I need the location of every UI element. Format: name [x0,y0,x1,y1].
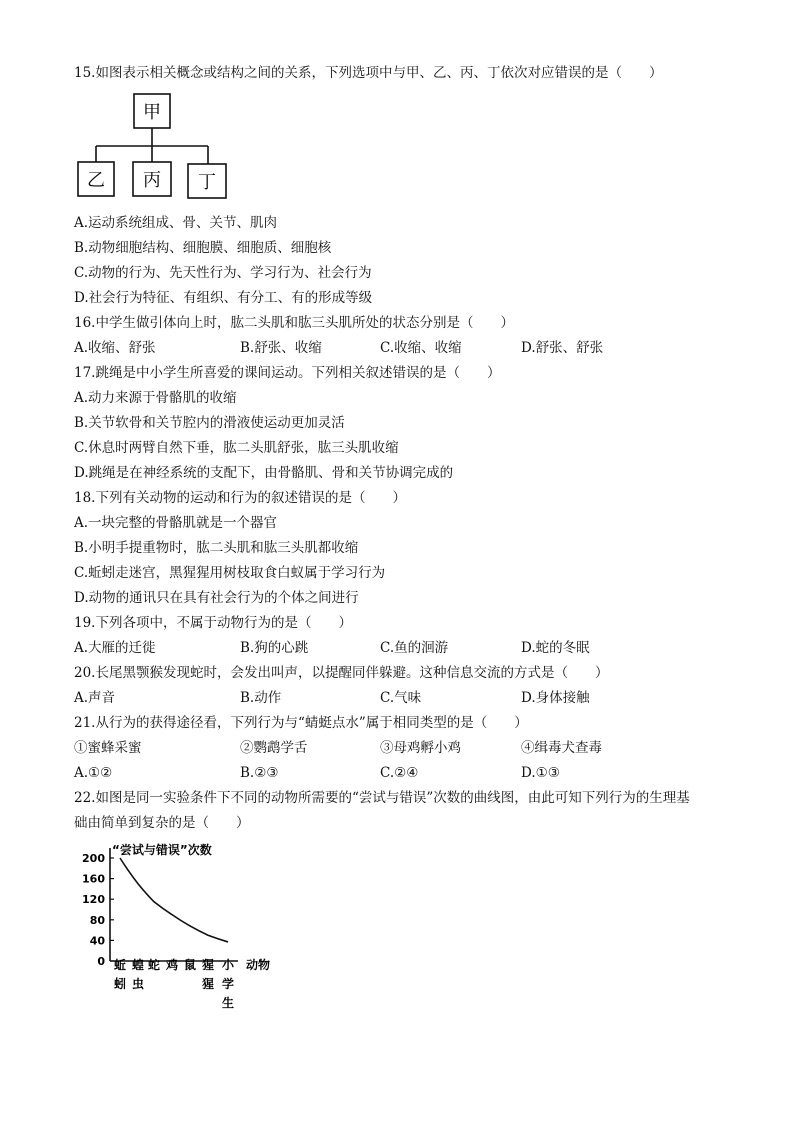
q21-item-3: ③母鸡孵小鸡 [380,740,461,756]
chart-series-line [120,858,228,942]
q15-option-d: D.社会行为特征、有组织、有分工、有的形成等级 [74,290,373,306]
q17-option-b: B.关节软骨和关节腔内的滑液使运动更加灵活 [74,415,345,431]
q16-option-c: C.收缩、收缩 [380,340,462,356]
q17-stem: 17.跳绳是中小学生所喜爱的课间运动。下列相关叙述错误的是（ ） [74,365,501,381]
q18-stem: 18.下列有关动物的运动和行为的叙述错误的是（ ） [74,490,406,506]
chart-x-axis-label: 动物 [246,958,271,972]
chart-category-label: 蛇 [147,958,161,972]
q21-option-c: C.②④ [380,765,419,781]
chart-category-label: 小 [221,958,235,972]
q18-option-c: C.蚯蚓走迷宫，黑猩猩用树枝取食白蚁属于学习行为 [74,565,386,581]
q15-stem: 15.如图表示相关概念或结构之间的关系，下列选项中与甲、乙、丙、丁依次对应错误的是（ ） [74,65,663,81]
q16-stem: 16.中学生做引体向上时，肱二头肌和肱三头肌所处的状态分别是（ ） [74,315,514,331]
q21-option-b: B.②③ [240,765,279,781]
q19-option-c: C.鱼的洄游 [380,640,449,656]
q21-item-1: ①蜜蜂采蜜 [74,740,142,756]
q17-option-a: A.动力来源于骨骼肌的收缩 [74,390,237,406]
chart-y-tick-label: 80 [89,913,105,927]
chart-category-label: 学 [221,977,235,991]
q22-stem-line-2: 础由简单到复杂的是（ ） [74,815,250,831]
chart-y-tick-label: 120 [82,893,105,907]
q17-option-d: D.跳绳是在神经系统的支配下，由骨骼肌、骨和关节协调完成的 [74,465,454,481]
q17-option-c: C.休息时两臂自然下垂，肱二头肌舒张，肱三头肌收缩 [74,440,399,456]
chart-y-tick-label: 0 [97,955,105,968]
q18-option-a: A.一块完整的骨骼肌就是一个器官 [74,515,278,531]
chart-y-tick-label: 160 [82,872,105,886]
q21-option-a: A.①② [74,765,113,781]
q21-item-4: ④缉毒犬查毒 [521,740,602,756]
q20-option-c: C.气味 [380,690,422,706]
chart-category-label: 鼠 [183,958,197,972]
q21-option-d: D.①③ [521,765,560,781]
q20-option-a: A.声音 [74,690,116,706]
diagram-node-child-2-label: 丙 [143,170,161,191]
q19-option-b: B.狗的心跳 [240,640,309,656]
chart-y-tick-label: 200 [82,852,105,865]
q16-option-b: B.舒张、收缩 [240,340,322,356]
q18-option-b: B.小明手提重物时，肱二头肌和肱三头肌都收缩 [74,540,359,556]
q15-tree-diagram [70,88,240,206]
chart-category-label: 虫 [131,977,145,991]
q16-option-a: A.收缩、舒张 [74,340,156,356]
chart-y-tick-label: 40 [89,934,105,948]
chart-category-label: 鸡 [165,958,179,972]
q15-option-a: A.运动系统组成、骨、关节、肌肉 [74,215,278,231]
q20-option-b: B.动作 [240,690,282,706]
q20-option-d: D.身体接触 [521,690,590,706]
chart-category-label: 猩 [201,958,215,972]
q20-stem: 20.长尾黑颚猴发现蛇时，会发出叫声，以提醒同伴躲避。这种信息交流的方式是（ ） [74,665,609,681]
q19-option-a: A.大雁的迁徙 [74,640,156,656]
q16-option-d: D.舒张、舒张 [521,340,604,356]
q22-line-chart [70,840,280,1018]
chart-category-label: 猩 [201,977,215,991]
diagram-node-top-label: 甲 [143,102,161,123]
diagram-node-child-3-label: 丁 [198,172,216,193]
chart-category-label: 蚓 [113,977,127,991]
q15-option-c: C.动物的行为、先天性行为、学习行为、社会行为 [74,265,372,281]
q19-stem: 19.下列各项中，不属于动物行为的是（ ） [74,615,352,631]
q19-option-d: D.蛇的冬眠 [521,640,590,656]
chart-category-label: 生 [221,996,235,1010]
q21-item-2: ②鹦鹉学舌 [240,740,308,756]
chart-title: “尝试与错误”次数 [112,843,212,857]
q15-option-b: B.动物细胞结构、细胞膜、细胞质、细胞核 [74,240,332,256]
diagram-node-child-1-label: 乙 [87,170,105,191]
chart-category-label: 蚯 [113,958,127,972]
q22-stem-line-1: 22.如图是同一实验条件下不同的动物所需要的“尝试与错误”次数的曲线图，由此可知下列行为的生理基 [74,790,690,806]
q18-option-d: D.动物的通讯只在具有社会行为的个体之间进行 [74,590,359,606]
chart-category-label: 蝗 [131,958,145,972]
q21-stem: 21.从行为的获得途径看，下列行为与“蜻蜓点水”属于相同类型的是（ ） [74,715,528,731]
